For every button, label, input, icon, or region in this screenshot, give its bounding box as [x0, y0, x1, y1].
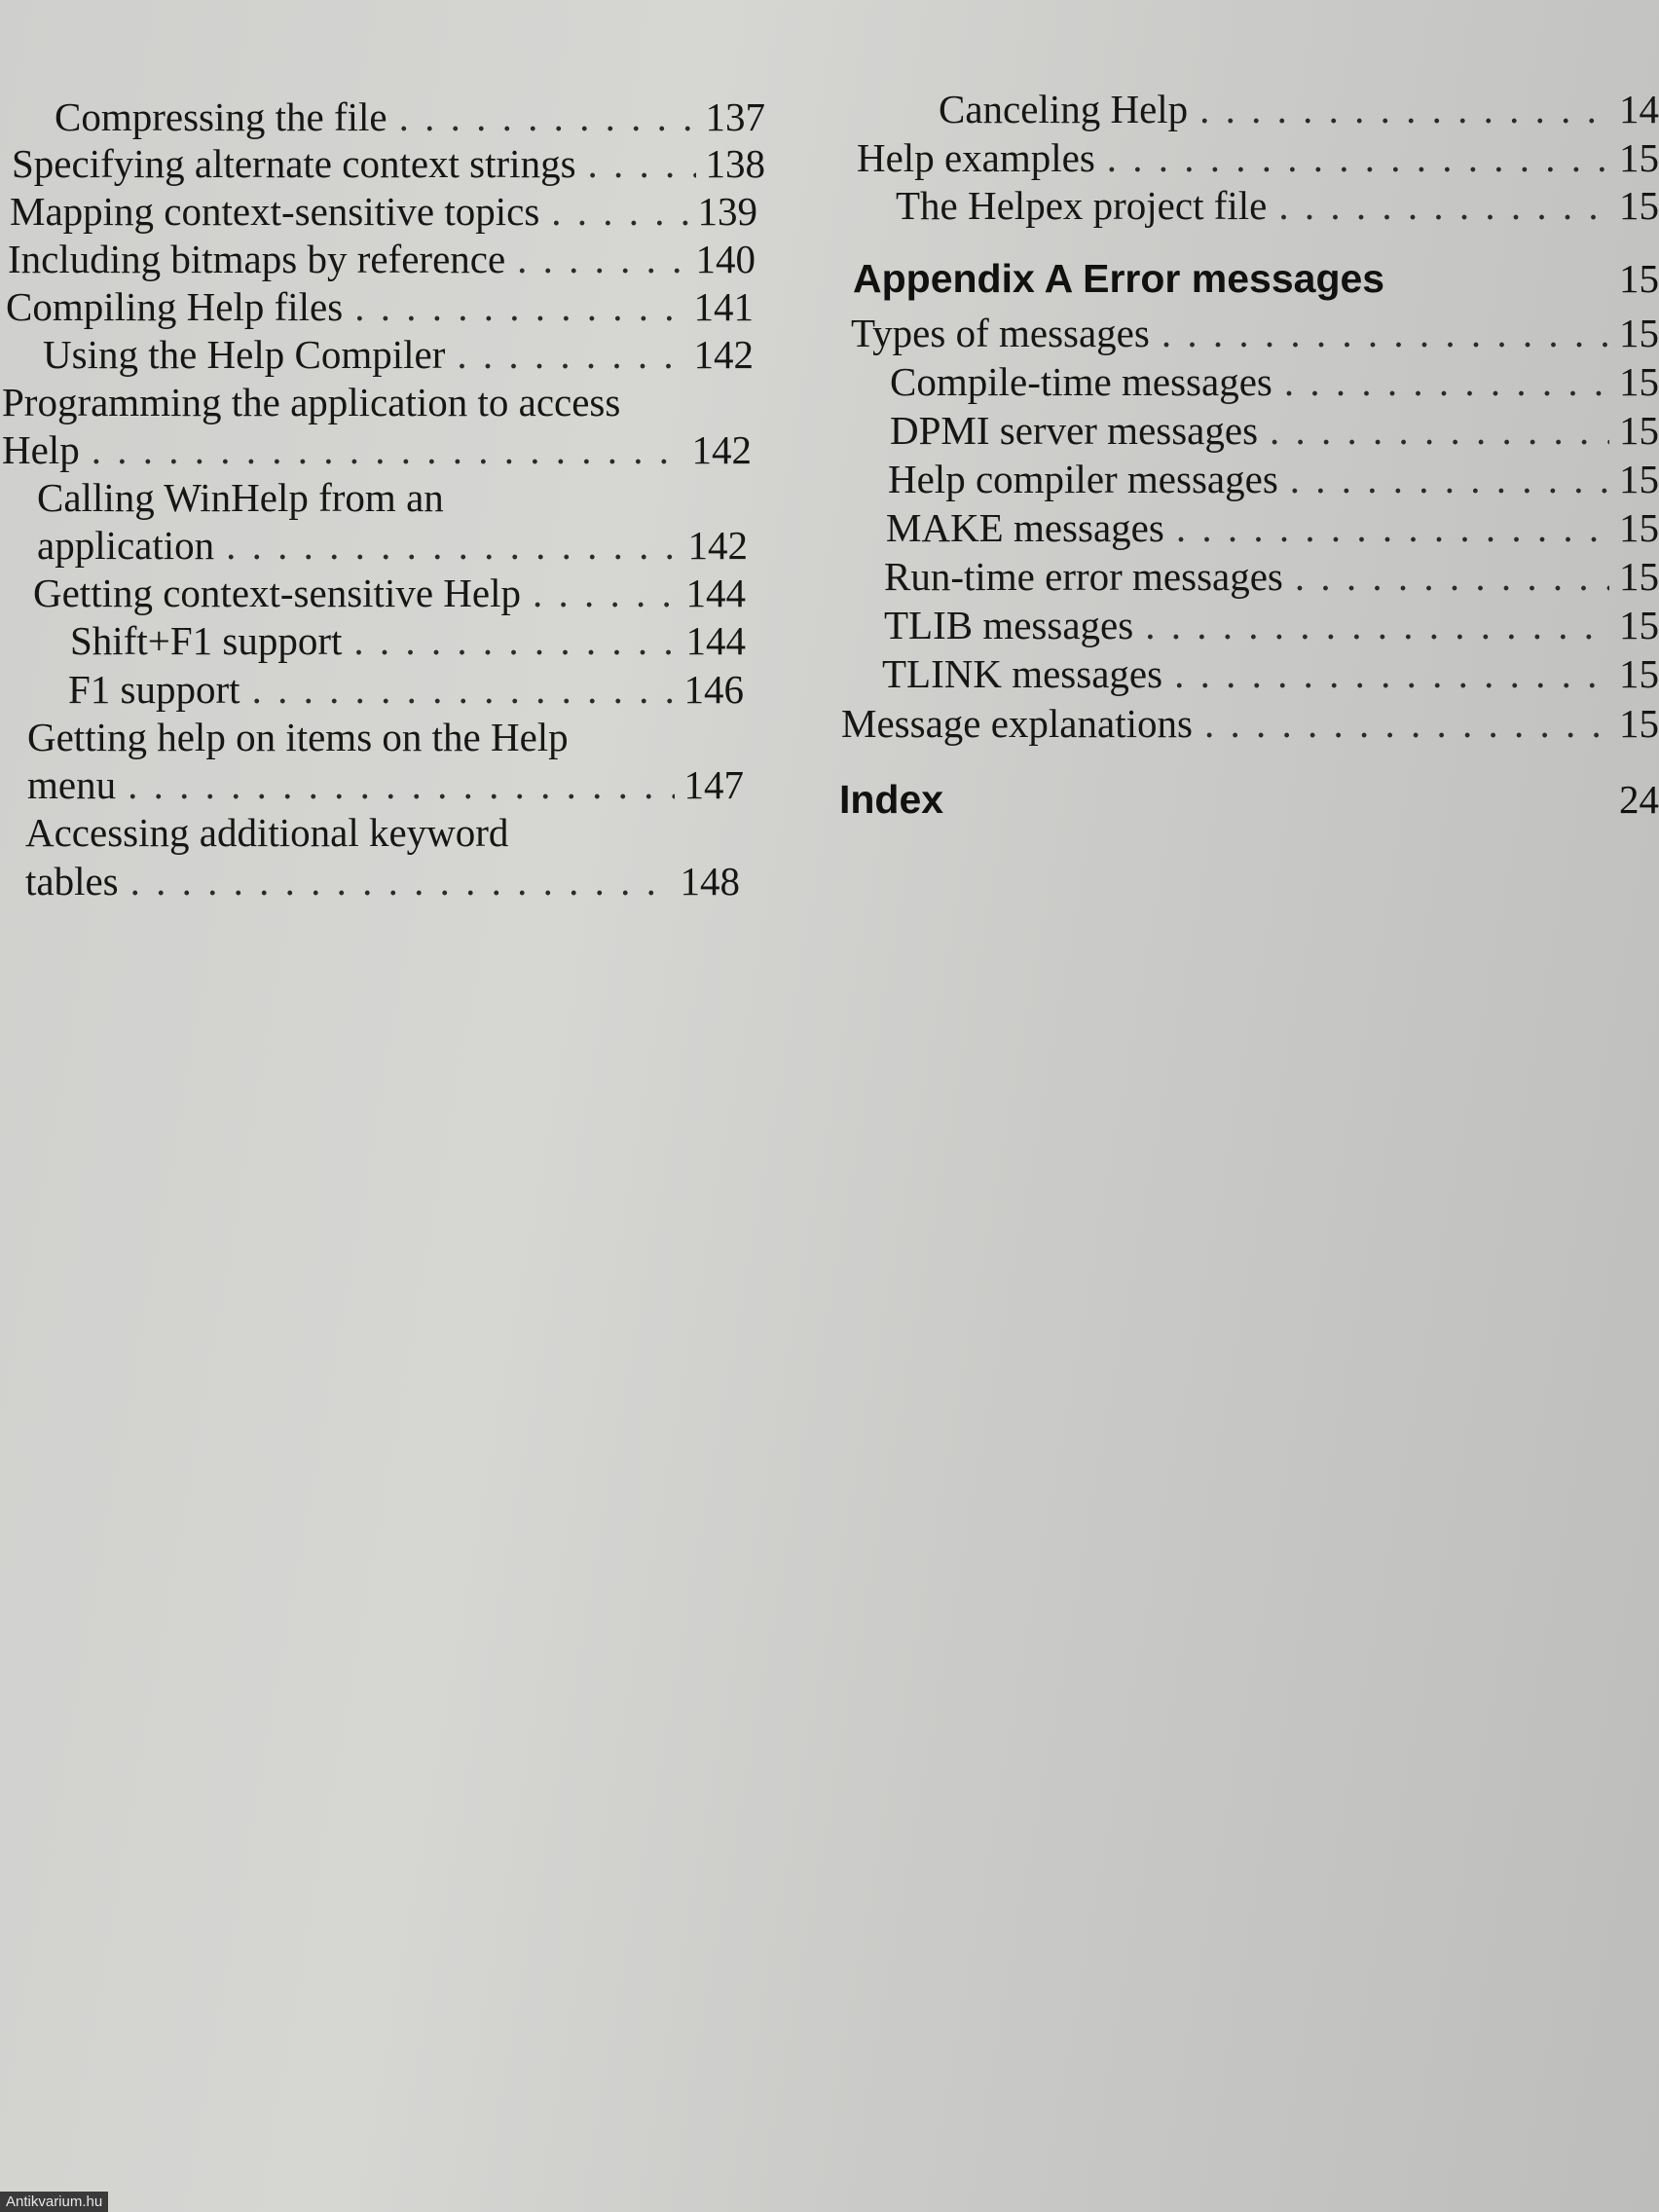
page-number: 15: [1619, 554, 1659, 599]
page-number: 147: [683, 762, 744, 807]
toc-entry[interactable]: F1 support . . . 146: [68, 666, 744, 713]
leader-dots: [130, 858, 671, 904]
leader-dots: [1176, 504, 1609, 551]
page-number: 144: [685, 571, 746, 615]
leader-dots: [533, 570, 677, 616]
toc-entry[interactable]: Getting context-sensitive Help . . . 144: [33, 570, 746, 616]
toc-entry[interactable]: Message explanations . . . 15: [841, 700, 1659, 747]
page-number: 24: [1619, 777, 1659, 822]
leader-dots: [1145, 602, 1609, 648]
page-number: 139: [697, 189, 757, 234]
toc-entry[interactable]: Compile-time messages . . . 15: [890, 358, 1659, 405]
leader-dots: [1278, 182, 1609, 229]
leader-dots: [354, 283, 683, 330]
page-number: 142: [687, 523, 748, 568]
toc-entry[interactable]: Accessing additional keyword tables . . . 148: [25, 809, 740, 904]
toc-entry[interactable]: Using the Help Compiler . . . 142: [43, 331, 754, 378]
appendix-heading[interactable]: Appendix A Error messages 15: [853, 256, 1659, 301]
leader-dots: [252, 666, 675, 713]
page-number: 15: [1619, 603, 1659, 647]
page-number: 144: [685, 618, 746, 663]
page-number: 15: [1619, 183, 1659, 228]
toc-entry[interactable]: Compiling Help files . . . 141: [6, 283, 754, 330]
toc-entry[interactable]: Types of messages . . . 15: [851, 310, 1659, 356]
toc-entry[interactable]: Programming the application to access Help . . . 142: [2, 379, 752, 473]
page-number: 142: [691, 427, 752, 472]
page-number: 15: [1619, 135, 1659, 180]
toc-entry[interactable]: Calling WinHelp from an application . . . 142: [37, 474, 748, 569]
leader-dots: [551, 188, 687, 235]
watermark-label: Antikvarium.hu: [0, 2192, 108, 2212]
leader-dots: [1284, 358, 1609, 405]
leader-dots: [128, 761, 674, 808]
page-number: 137: [705, 94, 765, 139]
page-number: 140: [695, 237, 756, 281]
page-number: 138: [705, 141, 765, 186]
leader-dots: [1295, 553, 1609, 600]
page-number: 15: [1619, 651, 1659, 696]
leader-dots: [1161, 310, 1609, 356]
toc-entry[interactable]: Run-time error messages . . . 15: [884, 553, 1659, 600]
index-heading[interactable]: Index 24: [839, 777, 1659, 822]
leader-dots: [1290, 456, 1609, 502]
toc-entry[interactable]: Help examples . . . 15: [857, 134, 1659, 181]
page-number: 15: [1619, 505, 1659, 550]
leader-dots: [457, 331, 683, 378]
toc-entry[interactable]: TLINK messages . . . 15: [882, 650, 1659, 697]
leader-dots: [353, 617, 676, 664]
page-number: 148: [680, 859, 740, 903]
leader-dots: [1107, 134, 1609, 181]
page-number: 15: [1619, 311, 1659, 355]
toc-entry[interactable]: Getting help on items on the Help menu . . . 147: [27, 714, 744, 808]
page-number: 15: [1619, 457, 1659, 501]
toc-entry[interactable]: Specifying alternate context strings . . . 138: [12, 140, 765, 187]
page-number: 141: [693, 284, 754, 329]
leader-dots: [588, 140, 696, 187]
page-number: 15: [1619, 359, 1659, 404]
toc-entry[interactable]: Mapping context-sensitive topics . . . 139: [10, 188, 757, 235]
toc-entry[interactable]: Compressing the file . . . 137: [55, 93, 765, 140]
toc-entry[interactable]: Help compiler messages . . . 15: [888, 456, 1659, 502]
toc-entry[interactable]: DPMI server messages . . . 15: [890, 407, 1659, 454]
toc-entry[interactable]: Shift+F1 support . . . 144: [70, 617, 746, 664]
leader-dots: [1174, 650, 1609, 697]
page-number: 142: [693, 332, 754, 377]
page-number: 15: [1619, 408, 1659, 453]
toc-entry[interactable]: Including bitmaps by reference . . . 140: [8, 236, 756, 282]
leader-dots: [399, 93, 696, 140]
toc-entry[interactable]: TLIB messages . . . 15: [884, 602, 1659, 648]
leader-dots: [92, 426, 682, 473]
toc-entry[interactable]: The Helpex project file . . . 15: [896, 182, 1659, 229]
leader-dots: [1204, 700, 1609, 747]
page-number: 14: [1619, 87, 1659, 131]
toc-entry[interactable]: MAKE messages . . . 15: [886, 504, 1659, 551]
leader-dots: [226, 522, 678, 569]
page-number: 15: [1619, 256, 1659, 301]
leader-dots: [1199, 86, 1609, 132]
page-number: 15: [1619, 701, 1659, 746]
leader-dots: [517, 236, 685, 282]
leader-dots: [1270, 407, 1609, 454]
toc-entry[interactable]: Canceling Help . . . 14: [939, 86, 1659, 132]
page-number: 146: [683, 667, 744, 712]
